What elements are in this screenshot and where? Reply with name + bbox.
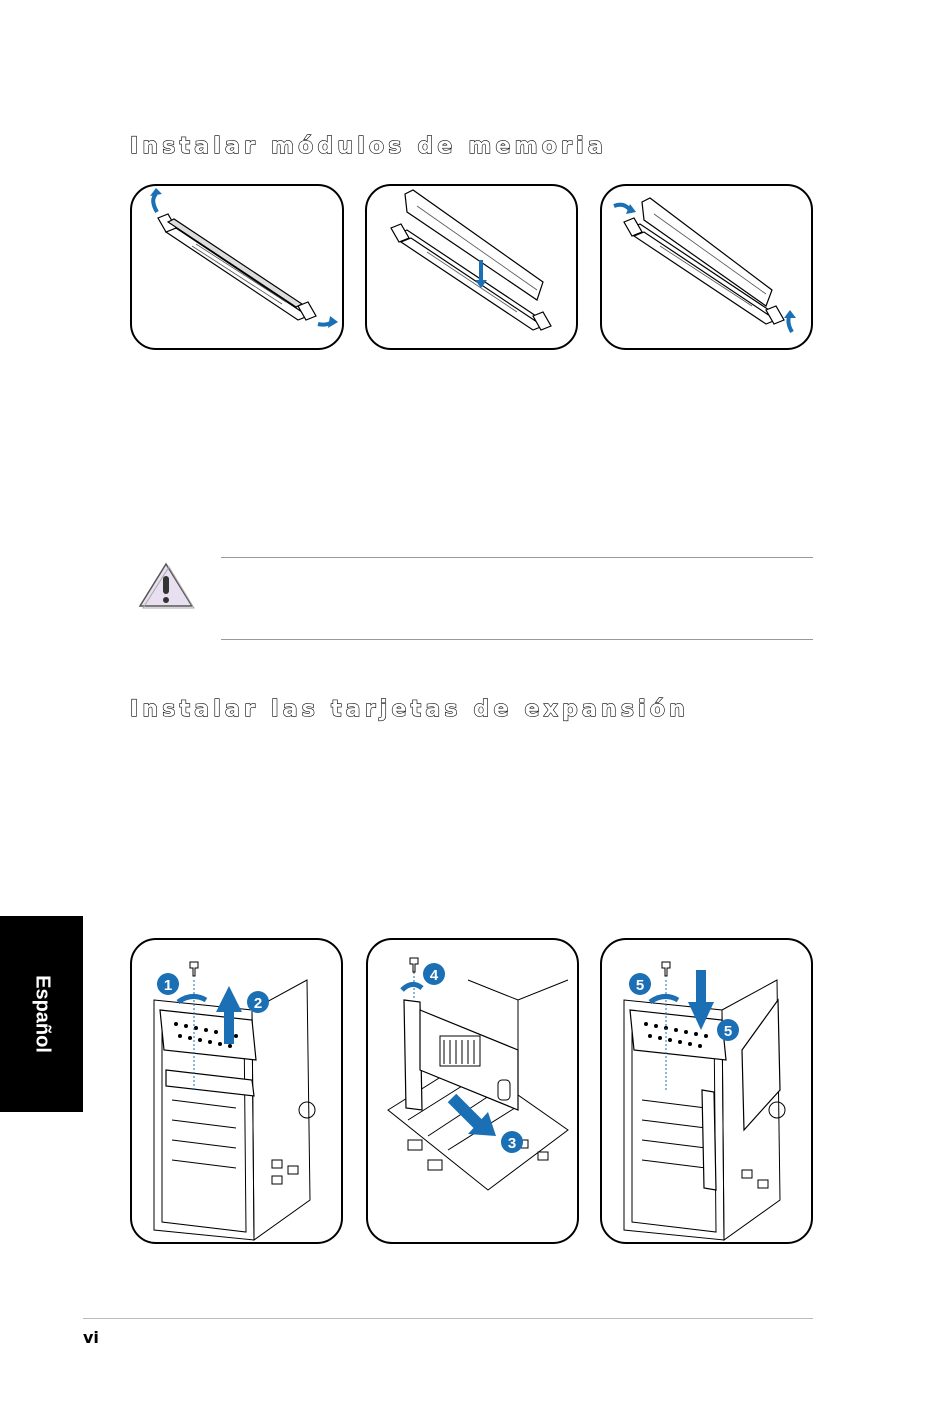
note-top-rule [221, 557, 813, 558]
page-number: vi [83, 1328, 99, 1347]
expansion-step-2-illustration [366, 938, 579, 1244]
step-number-2: 2 [253, 995, 263, 1012]
memory-step-2-illustration [365, 184, 578, 350]
expansion-step-3-illustration [600, 938, 813, 1244]
memory-step-1-illustration [130, 184, 344, 350]
step-number-1: 1 [163, 977, 173, 994]
step-number-3: 3 [507, 1135, 517, 1152]
language-tab-label: Español [31, 975, 53, 1053]
note-bottom-rule [221, 639, 813, 640]
language-side-tab [0, 916, 83, 1112]
section-title-expansion: Instalar las tarjetas de expansión [130, 697, 690, 722]
step-number-5a: 5 [635, 977, 645, 994]
footer-rule [83, 1318, 813, 1319]
step-number-4: 4 [429, 967, 439, 984]
step-number-5b: 5 [723, 1023, 733, 1040]
section-title-memory: Instalar módulos de memoria [130, 134, 607, 159]
caution-triangle-icon [136, 560, 196, 614]
memory-step-3-illustration [600, 184, 813, 350]
expansion-step-1-illustration [130, 938, 343, 1244]
